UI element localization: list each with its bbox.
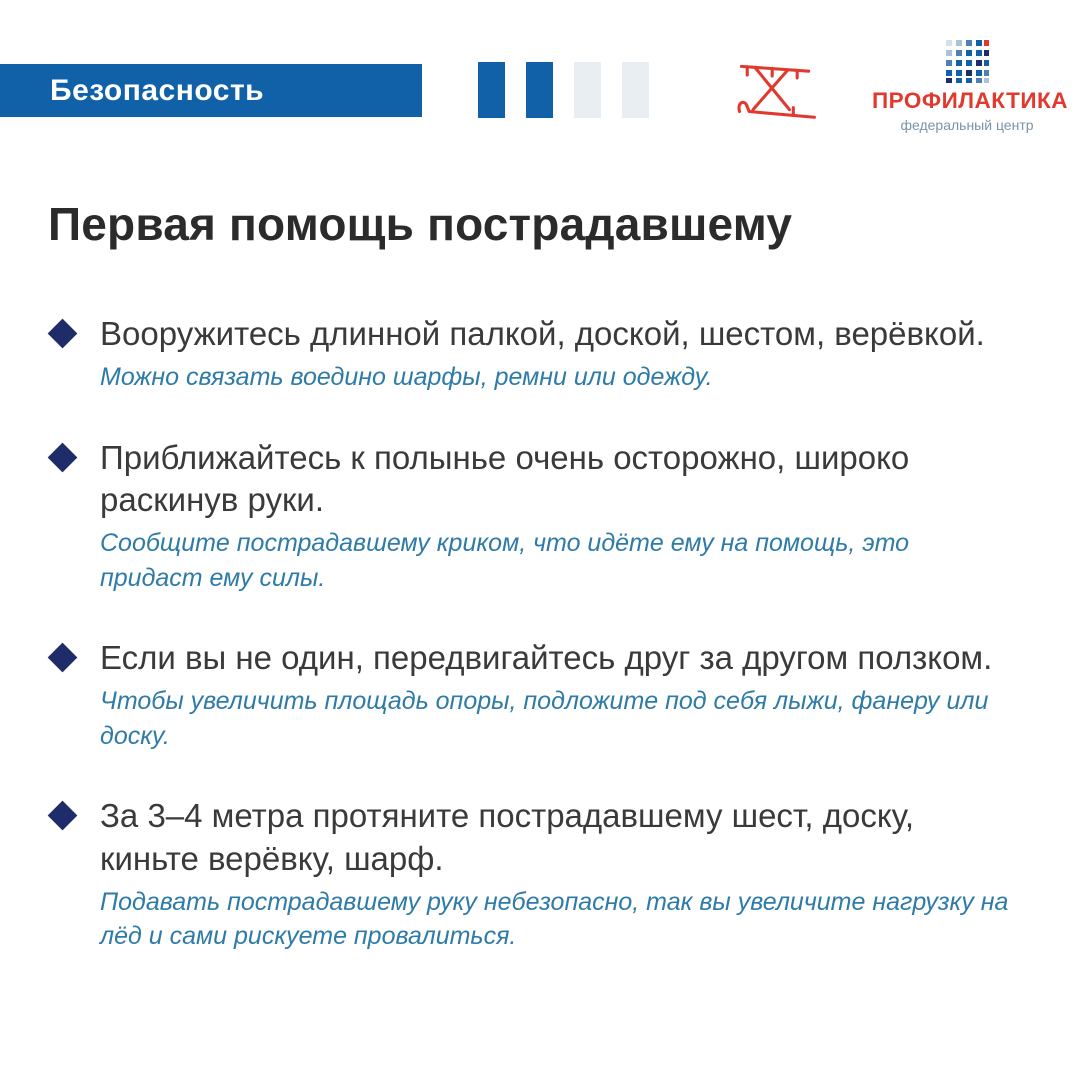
step-bar-active xyxy=(526,62,553,118)
list-item xyxy=(48,313,1033,395)
header xyxy=(0,0,1080,165)
tip-note: Подавать пострадавшему руку небезопасно, так вы увеличите нагрузку на лёд и сами рискуете провалиться. xyxy=(100,887,1009,951)
diamond-bullet-icon xyxy=(48,643,78,673)
logo-subtitle: федеральный центр xyxy=(900,117,1034,133)
step-bar-inactive xyxy=(622,62,649,118)
pixel-grid-icon xyxy=(944,38,990,84)
category-label: Безопасность xyxy=(50,73,265,107)
step-bars xyxy=(478,62,649,118)
diamond-bullet-icon xyxy=(48,319,78,349)
sled-logo-icon xyxy=(733,52,821,124)
tip-text: Приближайтесь к полынье очень осторожно, широко раскинув руки. xyxy=(100,438,910,518)
diamond-bullet-icon xyxy=(48,801,78,831)
tip-note: Сообщите пострадавшему криком, что идёте ему на помощь, это придаст ему силы. xyxy=(100,529,910,592)
logo-title: ПРОФИЛАКТИКА xyxy=(872,88,1068,113)
category-banner xyxy=(0,64,422,117)
main-content xyxy=(48,198,1033,996)
list-item xyxy=(48,437,1033,595)
tip-note: Можно связать воедино шарфы, ремни или одежду. xyxy=(100,363,713,392)
page-title: Первая помощь пострадавшему xyxy=(48,198,793,250)
list-item xyxy=(48,637,1033,753)
profilaktika-logo xyxy=(872,38,1068,133)
step-bar-inactive xyxy=(574,62,601,118)
tip-text: Если вы не один, передвигайтесь друг за другом ползком. xyxy=(100,639,993,677)
tip-text: Вооружитесь длинной палкой, доской, шестом, верёвкой. xyxy=(100,314,985,352)
list-item xyxy=(48,795,1033,953)
step-bar-active xyxy=(478,62,505,118)
diamond-bullet-icon xyxy=(48,442,78,472)
tip-note: Чтобы увеличить площадь опоры, подложите под себя лыжи, фанеру или доску. xyxy=(100,687,989,750)
tips-list xyxy=(48,313,1033,954)
tip-text: За 3–4 метра протяните пострадавшему шест, доску, киньте верёвку, шарф. xyxy=(100,797,915,877)
